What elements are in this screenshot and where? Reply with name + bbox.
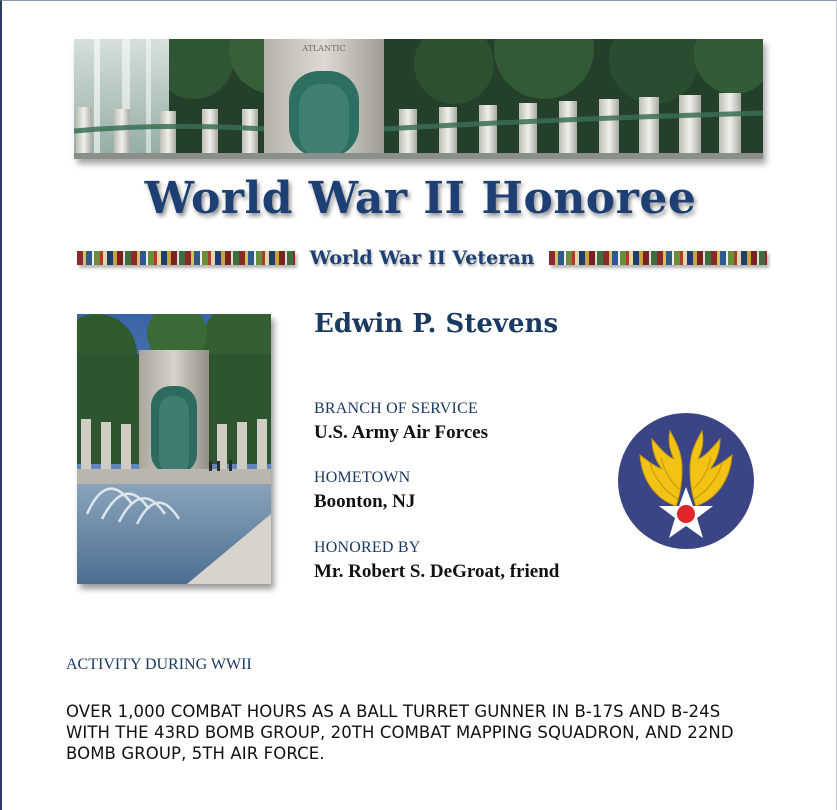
- monument-inscription: ATLANTIC: [302, 44, 346, 53]
- service-ribbon-left: [77, 251, 295, 265]
- hometown-label: HOMETOWN: [314, 469, 411, 486]
- branch-of-service-value: U.S. Army Air Forces: [314, 422, 488, 443]
- page-subtitle: World War II Veteran: [309, 247, 535, 269]
- service-ribbon-right: [549, 251, 767, 265]
- subtitle-ribbon-row: [77, 245, 767, 271]
- branch-of-service-label: BRANCH OF SERVICE: [314, 400, 478, 417]
- army-air-forces-insignia-icon: [616, 411, 756, 551]
- hometown-value: Boonton, NJ: [314, 491, 416, 512]
- memorial-banner-image: [74, 39, 763, 159]
- memorial-photo: [77, 314, 271, 584]
- honored-by-value: Mr. Robert S. DeGroat, friend: [314, 561, 560, 582]
- activity-description: OVER 1,000 COMBAT HOURS AS A BALL TURRET GUNNER IN B-17S AND B-24S WITH THE 43RD BOMB GROUP, 20TH COMBAT MAPPING SQUADRON, AND 22ND BOMB GROUP, 5TH AIR FORCE.: [66, 702, 734, 763]
- honored-by-label: HONORED BY: [314, 539, 421, 556]
- activity-label: ACTIVITY DURING WWII: [66, 656, 252, 673]
- page-title: World War II Honoree: [144, 173, 697, 224]
- honoree-name: Edwin P. Stevens: [314, 309, 559, 339]
